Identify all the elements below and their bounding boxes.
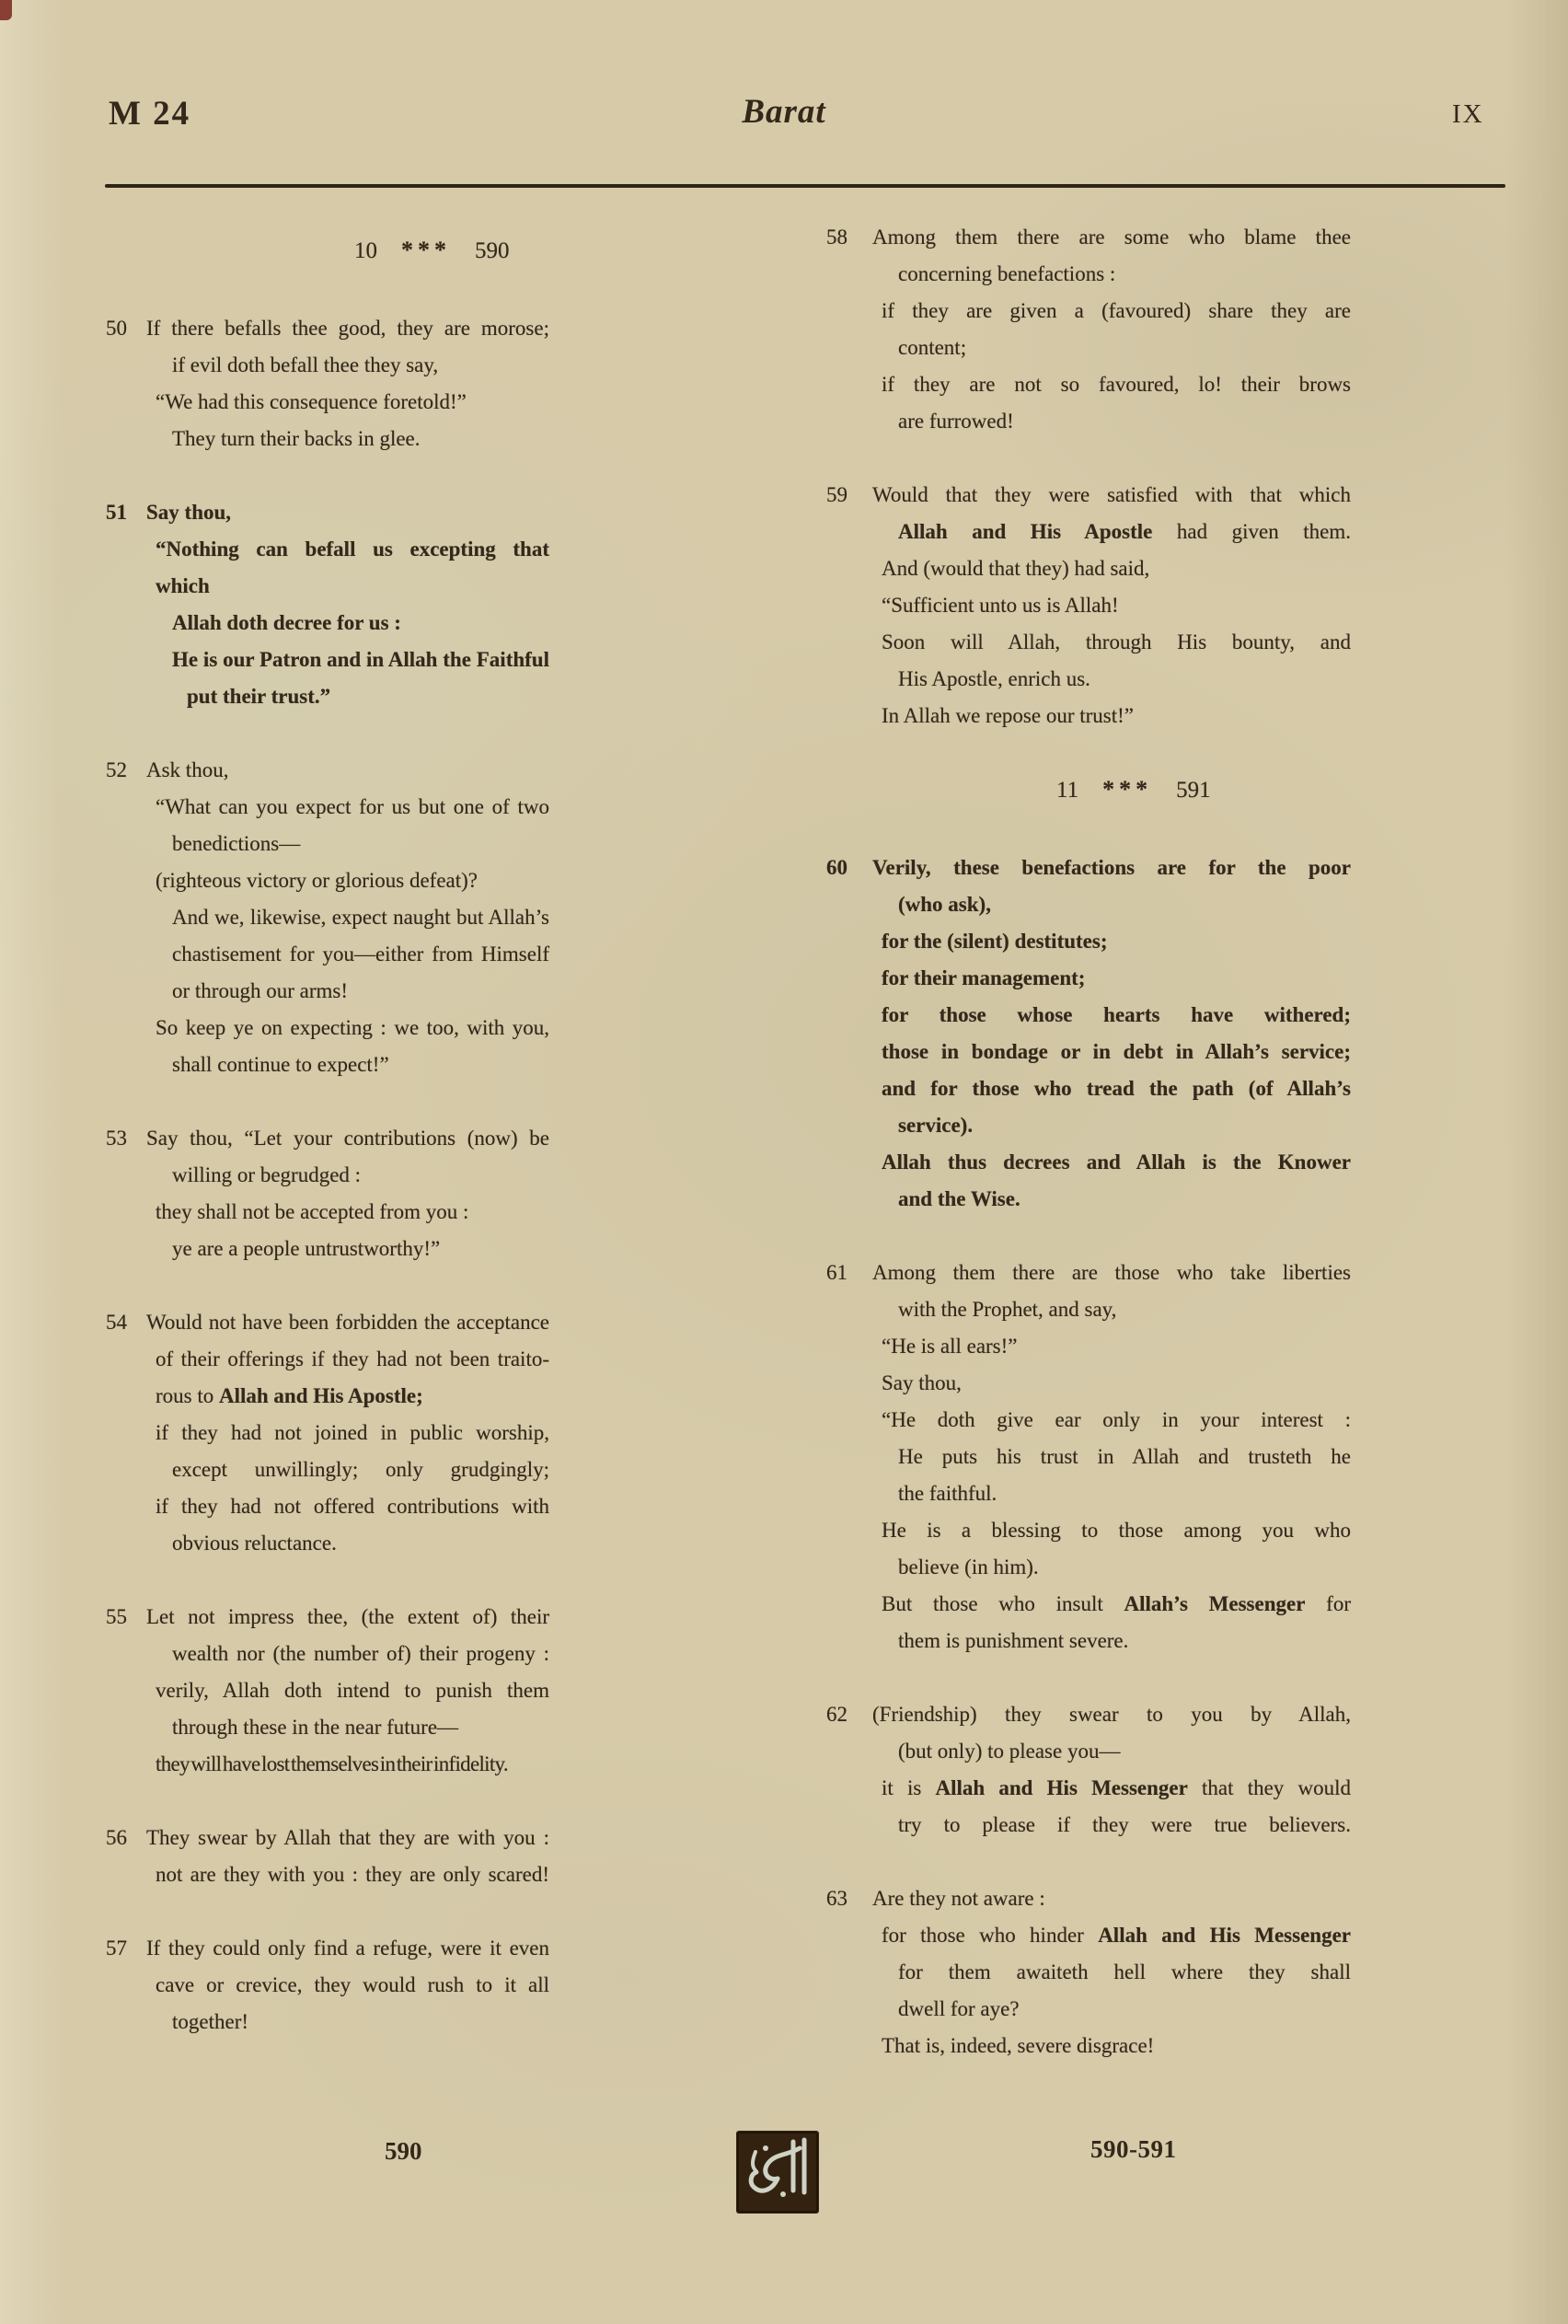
stars-icon: *** — [401, 237, 451, 263]
verse-line: service). — [898, 1114, 974, 1137]
verse-line: “He doth give ear only in your interest : — [882, 1408, 1351, 1431]
verse-line: willing or begrudged : — [172, 1163, 362, 1186]
verse-line: for their management; — [882, 966, 1086, 989]
stars-icon: *** — [1102, 776, 1153, 803]
page-ref: 591 — [1176, 778, 1211, 803]
verse-line: That is, indeed, severe disgrace! — [882, 2034, 1155, 2057]
verse-line: try to please if they were true believers. — [898, 1813, 1351, 1836]
verse-line: Allah doth decree for us : — [172, 611, 401, 634]
verse-58 — [826, 219, 1351, 440]
verse-line: And we, likewise, expect naught but Allah’s — [172, 906, 549, 929]
verse-51 — [106, 494, 549, 715]
verse-line: not are they with you : they are only scared! — [156, 1863, 549, 1886]
verse-line: They turn their backs in glee. — [172, 427, 421, 450]
verse-line: They swear by Allah that they are with you : — [146, 1826, 549, 1849]
section-marker — [1056, 771, 1351, 809]
left-text-column — [106, 228, 549, 2077]
verse-number: 53 — [106, 1127, 127, 1150]
page-number-left: 590 — [385, 2137, 422, 2165]
verse-line: chastisement for you—either from Himself — [172, 942, 549, 965]
verse-line: or through our arms! — [172, 979, 348, 1002]
verse-63 — [826, 1880, 1351, 2064]
verse-line: So keep ye on expecting : we too, with you, — [156, 1016, 549, 1039]
verse-number: 55 — [106, 1605, 127, 1628]
publisher-seal-icon — [735, 2130, 820, 2214]
verse-53 — [106, 1120, 549, 1267]
verse-line: if they had not joined in public worship, — [156, 1421, 549, 1444]
header-rule — [105, 184, 1505, 188]
section-number: 11 — [1056, 778, 1079, 803]
verse-line: He is a blessing to those among you who — [882, 1519, 1351, 1542]
verse-number: 61 — [826, 1261, 847, 1284]
verse-line: rous to Allah and His Apostle; — [156, 1384, 423, 1407]
verse-line: it is Allah and His Messenger that they would — [882, 1776, 1351, 1799]
verse-52 — [106, 752, 549, 1083]
verse-line: and the Wise. — [898, 1187, 1020, 1210]
verse-line: If there befalls thee good, they are morose; — [146, 317, 549, 340]
verse-line: are furrowed! — [898, 410, 1014, 433]
section-number: 10 — [354, 238, 377, 263]
page-ref: 590 — [475, 238, 510, 263]
verse-line: they shall not be accepted from you : — [156, 1200, 469, 1223]
verse-line: them is punishment severe. — [898, 1629, 1129, 1652]
verse-line: “We had this consequence foretold!” — [156, 390, 467, 413]
right-text-column — [826, 219, 1351, 2101]
verse-line: for them awaiteth hell where they shall — [898, 1960, 1351, 1983]
verse-number: 63 — [826, 1887, 847, 1910]
verse-line: for those who hinder Allah and His Messenger — [882, 1924, 1351, 1947]
part-number: IX — [1452, 99, 1484, 129]
verse-line: verily, Allah doth intend to punish them — [156, 1679, 549, 1702]
verse-line: content; — [898, 336, 967, 359]
verse-line: Let not impress thee, (the extent of) their — [146, 1605, 549, 1628]
verse-line: Soon will Allah, through His bounty, and — [882, 630, 1351, 653]
verse-line: benedictions— — [172, 832, 301, 855]
verse-line: and for those who tread the path (of Allah’s — [882, 1077, 1351, 1100]
verse-line: Say thou, — [146, 501, 232, 524]
scan-artifact-mark — [0, 0, 12, 20]
verse-line: wealth nor (the number of) their progeny : — [172, 1642, 549, 1665]
verse-57 — [106, 1930, 549, 2041]
verse-line: if they are given a (favoured) share they are — [882, 299, 1351, 322]
verse-line: together! — [172, 2010, 249, 2033]
verse-line: the faithful. — [898, 1482, 997, 1505]
verse-line: obvious reluctance. — [172, 1532, 337, 1555]
verse-number: 60 — [826, 856, 847, 879]
verse-number: 54 — [106, 1311, 127, 1334]
verse-line: Would not have been forbidden the acceptance — [146, 1311, 549, 1334]
verse-60 — [826, 850, 1351, 1218]
verse-number: 56 — [106, 1826, 127, 1849]
verse-line: But those who insult Allah’s Messenger for — [882, 1592, 1351, 1615]
verse-line: If they could only find a refuge, were it even — [146, 1937, 549, 1960]
verse-line: He puts his trust in Allah and trusteth he — [898, 1445, 1351, 1468]
verse-line: (righteous victory or glorious defeat)? — [156, 869, 478, 892]
verse-line: And (would that they) had said, — [882, 557, 1150, 580]
verse-line: Ask thou, — [146, 758, 229, 781]
verse-line: concerning benefactions : — [898, 262, 1116, 285]
verse-line: dwell for aye? — [898, 1997, 1020, 2020]
verse-line: “What can you expect for us but one of two — [156, 795, 549, 818]
verse-50 — [106, 310, 549, 457]
verse-line: put their trust.” — [187, 685, 331, 708]
verse-number: 58 — [826, 225, 847, 249]
verse-number: 50 — [106, 317, 127, 340]
verse-line: (who ask), — [898, 893, 991, 916]
verse-line: through these in the near future— — [172, 1716, 459, 1739]
verse-54 — [106, 1304, 549, 1562]
verse-line: “Sufficient unto us is Allah! — [882, 594, 1119, 617]
verse-line: ye are a people untrustworthy!” — [172, 1237, 441, 1260]
verse-line: they will have lost themselves in their infidelity. — [156, 1752, 508, 1775]
verse-number: 59 — [826, 483, 847, 506]
verse-number: 57 — [106, 1937, 127, 1960]
verse-line: He is our Patron and in Allah the Faithful — [172, 648, 549, 671]
verse-line: believe (in him). — [898, 1555, 1039, 1578]
verse-number: 52 — [106, 758, 127, 781]
verse-line: Say thou, — [882, 1371, 962, 1394]
verse-line: except unwillingly; only grudgingly; — [172, 1458, 549, 1481]
verse-line: Are they not aware : — [872, 1887, 1045, 1910]
verse-line: Verily, these benefactions are for the poor — [872, 856, 1351, 879]
verse-line: if evil doth befall thee they say, — [172, 353, 439, 376]
verse-number: 51 — [106, 501, 127, 524]
verse-62 — [826, 1696, 1351, 1844]
verse-line: “Nothing can befall us excepting that which — [156, 538, 549, 597]
surah-title: Barat — [742, 93, 826, 131]
verse-line: if they had not offered contributions with — [156, 1495, 549, 1518]
verse-line: Would that they were satisfied with that which — [872, 483, 1351, 506]
verse-line: Among them there are some who blame thee — [872, 225, 1351, 249]
verse-line: of their offerings if they had not been traito- — [156, 1347, 549, 1370]
verse-61 — [826, 1254, 1351, 1659]
verse-line: those in bondage or in debt in Allah’s service; — [882, 1040, 1351, 1063]
verse-line: (but only) to please you— — [898, 1740, 1121, 1763]
verse-line: His Apostle, enrich us. — [898, 667, 1090, 690]
verse-line: “He is all ears!” — [882, 1335, 1018, 1358]
verse-line: for those whose hearts have withered; — [882, 1003, 1351, 1026]
verse-line: Say thou, “Let your contributions (now) be — [146, 1127, 549, 1150]
verse-line: Among them there are those who take liberties — [872, 1261, 1351, 1284]
verse-55 — [106, 1599, 549, 1783]
verse-line: if they are not so favoured, lo! their brows — [882, 373, 1351, 396]
verse-line: shall continue to expect!” — [172, 1053, 389, 1076]
page-number-right: 590-591 — [1090, 2135, 1177, 2163]
verse-line: Allah and His Apostle had given them. — [898, 520, 1352, 543]
verse-line: (Friendship) they swear to you by Allah, — [872, 1703, 1351, 1726]
verse-59 — [826, 477, 1351, 734]
section-marker — [354, 232, 549, 270]
verse-line: Allah thus decrees and Allah is the Knower — [882, 1150, 1351, 1174]
verse-line: with the Prophet, and say, — [898, 1298, 1117, 1321]
verse-number: 62 — [826, 1703, 847, 1726]
marginal-reference: M 24 — [109, 95, 191, 133]
verse-line: cave or crevice, they would rush to it all — [156, 1973, 549, 1996]
verse-56 — [106, 1820, 549, 1893]
verse-line: for the (silent) destitutes; — [882, 930, 1108, 953]
verse-line: In Allah we repose our trust!” — [882, 704, 1135, 727]
